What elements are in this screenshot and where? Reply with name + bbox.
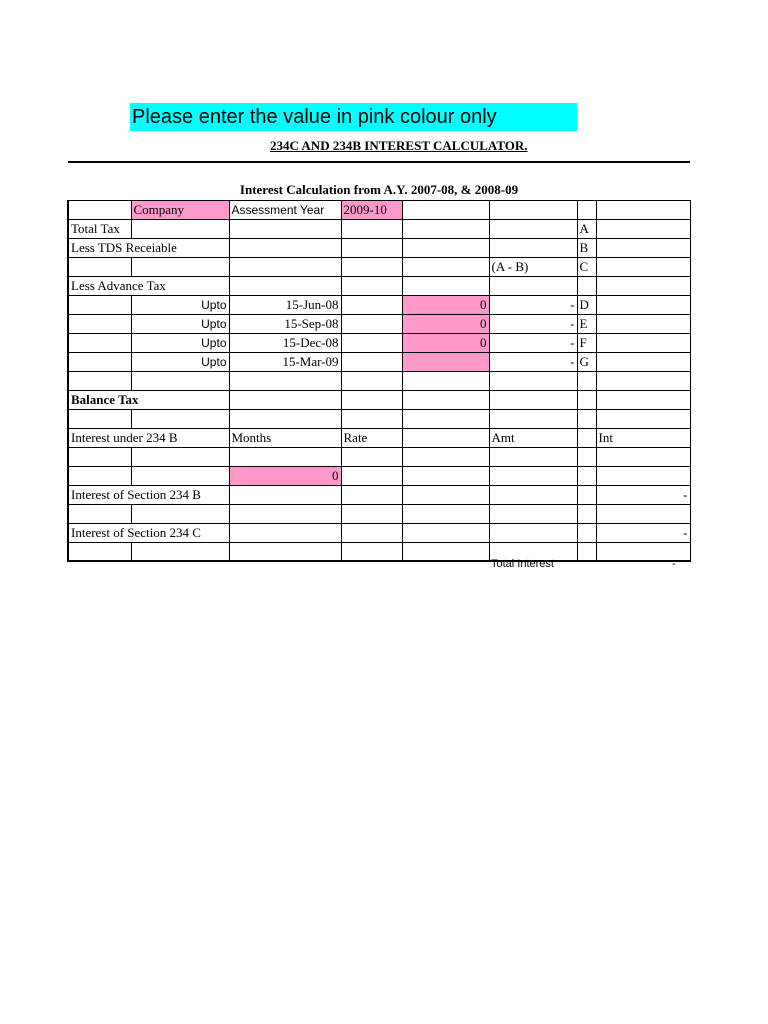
total-tax-label: Total Tax bbox=[68, 219, 131, 238]
interest-calculator-sheet bbox=[67, 161, 691, 562]
balance-tax-row bbox=[68, 390, 690, 409]
months-input-row bbox=[68, 466, 690, 485]
interest-234c-label: Interest of Section 234 C bbox=[68, 523, 229, 542]
interest-234b-header-row bbox=[68, 428, 690, 447]
subtitle: Interest Calculation from A.Y. 2007-08, & 2008-09 bbox=[68, 181, 690, 200]
interest-234c-row bbox=[68, 523, 690, 542]
letter-a: A bbox=[577, 219, 596, 238]
spacer-row bbox=[68, 371, 690, 390]
installment-input[interactable]: 0 bbox=[402, 295, 489, 314]
spacer-row bbox=[68, 447, 690, 466]
company-row bbox=[68, 200, 690, 219]
spacer-row bbox=[68, 504, 690, 523]
total-tax-row bbox=[68, 219, 690, 238]
months-input[interactable]: 0 bbox=[229, 466, 341, 485]
spacer-row bbox=[68, 409, 690, 428]
installment-date: 15-Jun-08 bbox=[229, 295, 341, 314]
interest-under-234b-label: Interest under 234 B bbox=[68, 428, 229, 447]
less-tds-label: Less TDS Receiable bbox=[68, 238, 229, 257]
interest-234b-row bbox=[68, 485, 690, 504]
int-header: Int bbox=[596, 428, 690, 447]
installment-row bbox=[68, 314, 690, 333]
upto-label: Upto bbox=[131, 295, 229, 314]
upto-label: Upto bbox=[131, 352, 229, 371]
total-interest-label: Total Interest bbox=[491, 558, 554, 570]
upto-label: Upto bbox=[131, 314, 229, 333]
installment-date: 15-Mar-09 bbox=[229, 352, 341, 371]
amt-header: Amt bbox=[489, 428, 577, 447]
installment-date: 15-Dec-08 bbox=[229, 333, 341, 352]
interest-234c-value: - bbox=[596, 523, 690, 542]
installment-dash: - bbox=[489, 333, 577, 352]
installment-dash: - bbox=[489, 295, 577, 314]
rate-header: Rate bbox=[341, 428, 402, 447]
assessment-year-label: Assessment Year bbox=[229, 200, 341, 219]
installment-row bbox=[68, 333, 690, 352]
interest-234b-label: Interest of Section 234 B bbox=[68, 485, 229, 504]
calculator-title: 234C AND 234B INTEREST CALCULATOR. bbox=[270, 138, 528, 153]
header-row bbox=[68, 162, 690, 181]
installment-dash: - bbox=[489, 314, 577, 333]
installment-input[interactable]: 0 bbox=[402, 314, 489, 333]
subtitle-row bbox=[68, 181, 690, 200]
letter-d: D bbox=[577, 295, 596, 314]
letter-g: G bbox=[577, 352, 596, 371]
installment-row bbox=[68, 352, 690, 371]
spacer-row bbox=[68, 542, 690, 561]
total-interest-value: - bbox=[672, 558, 676, 570]
instruction-banner: Please enter the value in pink colour only bbox=[130, 103, 577, 131]
installment-row bbox=[68, 295, 690, 314]
letter-c: C bbox=[577, 257, 596, 276]
months-header: Months bbox=[229, 428, 341, 447]
assessment-year-input[interactable]: 2009-10 bbox=[341, 200, 402, 219]
total-tax-input[interactable] bbox=[131, 219, 229, 238]
less-tds-row bbox=[68, 238, 690, 257]
letter-e: E bbox=[577, 314, 596, 333]
company-label: Company bbox=[131, 200, 229, 219]
a-minus-b-row bbox=[68, 257, 690, 276]
interest-234b-value: - bbox=[596, 485, 690, 504]
letter-f: F bbox=[577, 333, 596, 352]
installment-dash: - bbox=[489, 352, 577, 371]
a-minus-b-label: (A - B) bbox=[489, 257, 577, 276]
upto-label: Upto bbox=[131, 333, 229, 352]
less-advance-tax-label: Less Advance Tax bbox=[68, 276, 229, 295]
balance-tax-label: Balance Tax bbox=[68, 390, 229, 409]
installment-input[interactable] bbox=[402, 352, 489, 371]
installment-input[interactable]: 0 bbox=[402, 333, 489, 352]
less-advance-tax-row bbox=[68, 276, 690, 295]
installment-date: 15-Sep-08 bbox=[229, 314, 341, 333]
letter-b: B bbox=[577, 238, 596, 257]
